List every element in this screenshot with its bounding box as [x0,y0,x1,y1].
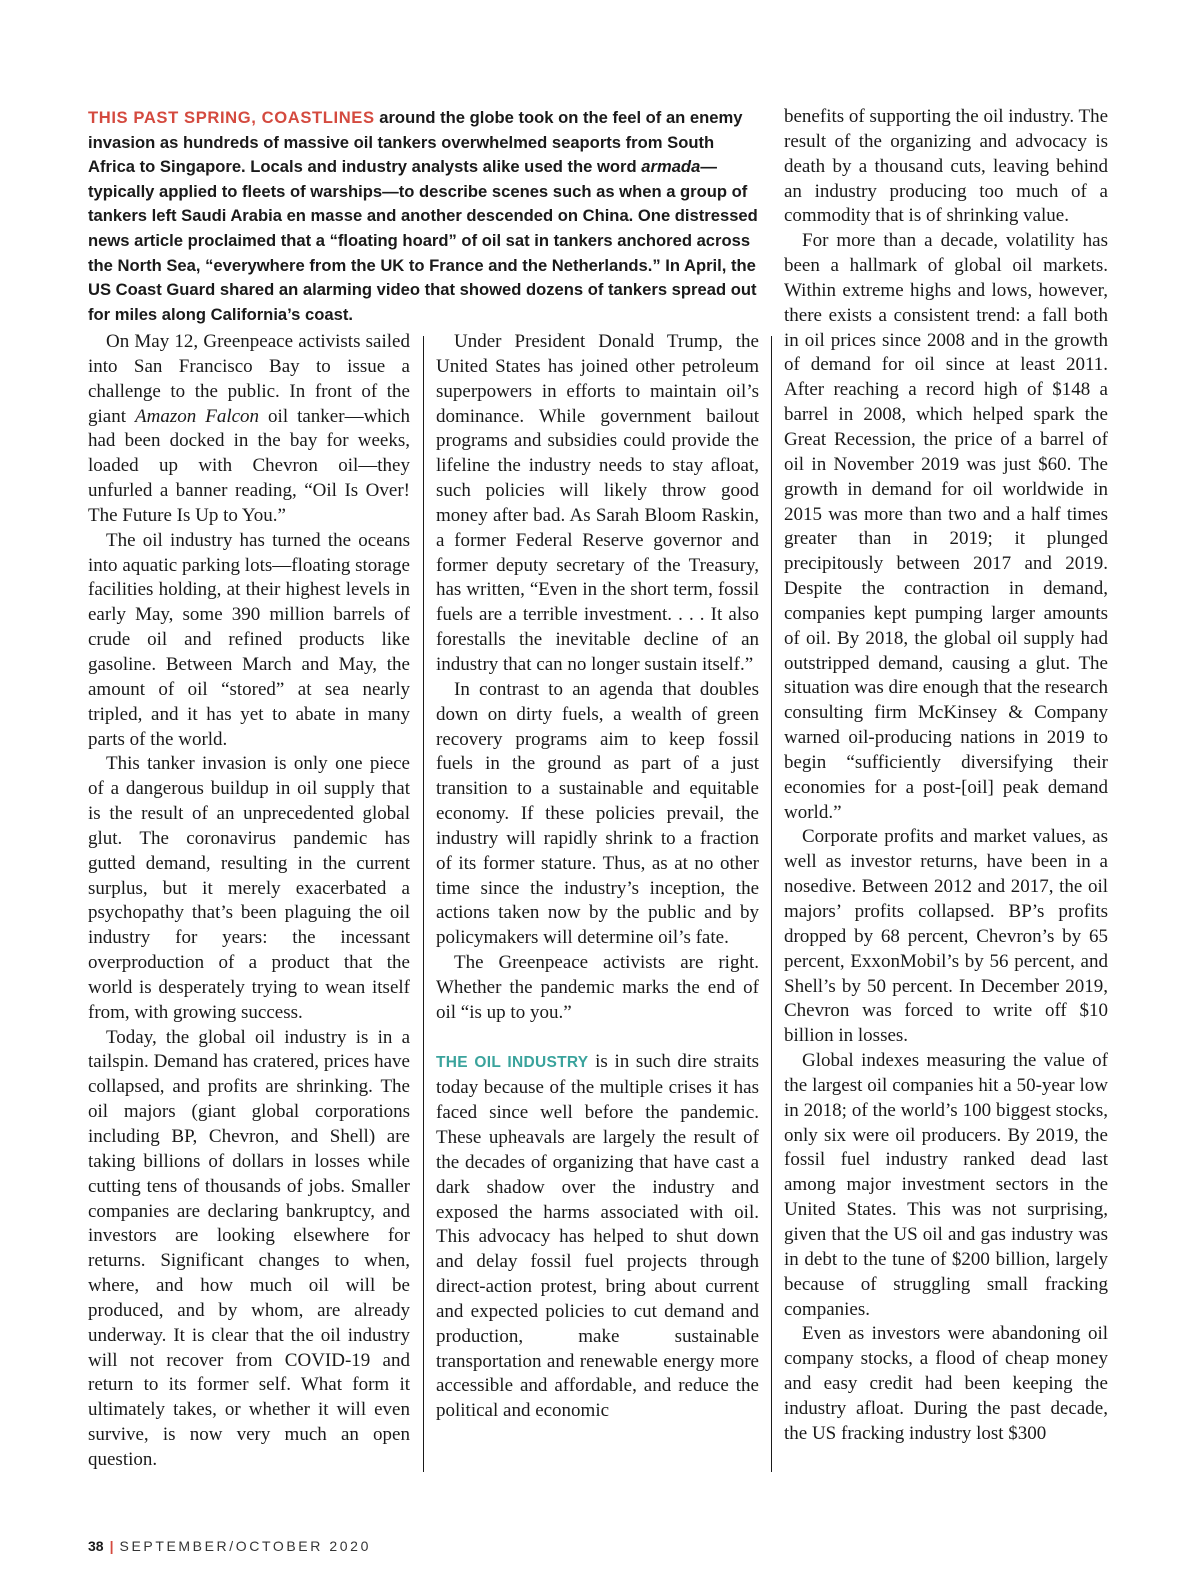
paragraph [88,330,410,529]
column-divider [423,336,424,1472]
column-3 [784,105,1108,1447]
section-paragraph [436,1050,759,1424]
page-footer [88,1538,371,1554]
ship-name: Amazon Falcon [135,405,260,427]
paragraph: Global indexes measuring the value of the largest oil companies hit a 50-year low in 2018; of the world’s 100 biggest stocks, only six were oil producers. By 2019, the fossil fuel industry ranked dead last among major investment sectors in the United States. This was not surprising, given that the US oil and gas industry was in debt to the tune of $200 billion, largely because of struggling small fracking companies. [784,1050,1108,1320]
paragraph: For more than a decade, volatility has been a hallmark of global oil markets. Within extreme highs and lows, however, there exists a consistent trend: a fall both in oil prices since 2008 and in the growth of demand for oil since at least 2011. After reaching a record high of $148 a barrel in 2008, which helped spark the Great Recession, the price of a barrel of oil in November 2019 was just $60. The growth in demand for oil worldwide in 2015 was more than two and a half times greater than in 2019; it plunged precipitously between 2017 and 2019. Despite the contraction in demand, companies kept pumping larger amounts of oil. By 2018, the global oil supply had outstripped demand, causing a glut. The situation was dire enough that the research consulting firm McKinsey & Company warned oil-producing nations in 2019 to begin “sufficiently diversifying their economies for a post-[oil] peak demand world.” [784,230,1108,823]
paragraph: Even as investors were abandoning oil company stocks, a flood of cheap money and easy credit had been keeping the industry afloat. During the past decade, the US fracking industry lost $300 [784,1323,1108,1444]
intro-lead-in: THIS PAST SPRING, COASTLINES [88,108,375,127]
paragraph: In contrast to an agenda that doubles down on dirty fuels, a wealth of green recovery programs aim to keep fossil fuels in the ground as part of a just transition to a sustainable and equitable economy. If these policies prevail, the industry will rapidly shrink to a fraction of its former stature. Thus, as at no other time since the industry’s inception, the actions taken now by the public and by policymakers will determine oil’s fate. [436,678,759,949]
column-divider [771,336,772,1472]
column-2 [436,330,759,1424]
paragraph: Today, the global oil industry is in a tailspin. Demand has cratered, prices have collapsed, and profits are shrinking. The oil majors (giant global corporations including BP, Chevron, and Shell) are taking billions of dollars in losses while cutting tens of thousands of jobs. Smaller companies are declaring bankruptcy, and investors are looking elsewhere for returns. Significant changes to when, where, and how much oil will be produced, and by whom, are already underway. It is clear that the oil industry will not recover from COVID-19 and return to its former self. What form it ultimately takes, or whether it will even survive, is now very much an open question. [88,1026,410,1470]
intro-paragraph [88,106,760,327]
intro-text-a: around the globe took on the feel of an enemy invasion as hundreds of massive oil tankers overwhelmed seaports from South Africa to Singapore. Locals and industry analysts alike used the word [88,108,743,177]
paragraph: benefits of supporting the oil industry. The result of the organizing and advocacy is death by a thousand cuts, leaving behind an industry producing too much of a commodity that is of shrinking value. [784,106,1109,227]
paragraph-text: On May 12, Greenpeace activists sailed into San Francisco Bay to issue a challenge to the public. In front of the giant [88,331,410,427]
footer-separator: | [109,1538,114,1554]
issue-date: SEPTEMBER/OCTOBER 2020 [119,1538,371,1554]
intro-text-b: —typically applied to fleets of warships—to describe scenes such as when a group of tankers left Saudi Arabia en masse and another descended on China. One distressed news article proclaimed that a “floating hoard” of oil sat in tankers anchored across the North Sea, “everywhere from the UK to France and the Netherlands.” In April, the US Coast Guard shared an alarming video that showed dozens of tankers spread out for miles along California’s coast. [88,157,758,324]
page-number: 38 [88,1538,104,1554]
paragraph: This tanker invasion is only one piece of a dangerous buildup in oil supply that is the result of an unprecedented global glut. The coronavirus pandemic has gutted demand, resulting in the current surplus, but it merely exacerbated a psychopathy that’s been plaguing the oil industry for years: the incessant overproduction of a product that the world is desperately trying to wean itself from, with growing success. [88,753,410,1023]
paragraph-text: is in such dire straits today because of the multiple crises it has faced since well before the pandemic. These upheavals are largely the result of the decades of organizing that have cast a dark shadow over the industry and exposed the harms associated with oil. This advocacy has helped to shut down and delay fossil fuel projects through direct-action protest, bring about current and expected policies to cut demand and production, make sustainable transportation and renewable energy more accessible and affordable, and reduce the political and economic [436,1051,759,1422]
paragraph: Corporate profits and market values, as well as investor returns, have been in a nosedive. Between 2012 and 2017, the oil majors’ profits collapsed. BP’s profits dropped by 68 percent, Chevron’s by 65 percent, ExxonMobil’s by 56 percent, and Shell’s by 50 percent. In December 2019, Chevron was forced to write off $10 billion in losses. [784,826,1108,1047]
paragraph: The oil industry has turned the oceans into aquatic parking lots—floating storage facilities holding, at their highest levels in early May, some 390 million barrels of crude oil and refined products like gasoline. Between March and May, the amount of oil “stored” at sea nearly tripled, and it has yet to abate in many parts of the world. [88,529,410,750]
section-lead-in: THE OIL INDUSTRY [436,1054,589,1072]
paragraph: Under President Donald Trump, the United States has joined other petroleum superpowers in efforts to maintain oil’s dominance. While government bailout programs and subsidies could provide the lifeline the industry needs to stay afloat, such policies will likely throw good money after bad. As Sarah Bloom Raskin, a former Federal Reserve governor and former deputy secretary of the Treasury, has written, “Even in the short term, fossil fuels are a terrible investment. . . . It also forestalls the inevitable decline of an industry that can no longer sustain itself.” [436,331,759,675]
column-1 [88,330,410,1473]
intro-italic-word: armada [641,157,701,177]
paragraph-text: oil tanker—which had been docked in the bay for weeks, loaded up with Chevron oil—they unfurled a banner reading, “Oil Is Over! The Future Is Up to You.” [88,405,411,526]
paragraph: The Greenpeace activists are right. Whether the pandemic marks the end of oil “is up to you.” [436,952,759,1023]
